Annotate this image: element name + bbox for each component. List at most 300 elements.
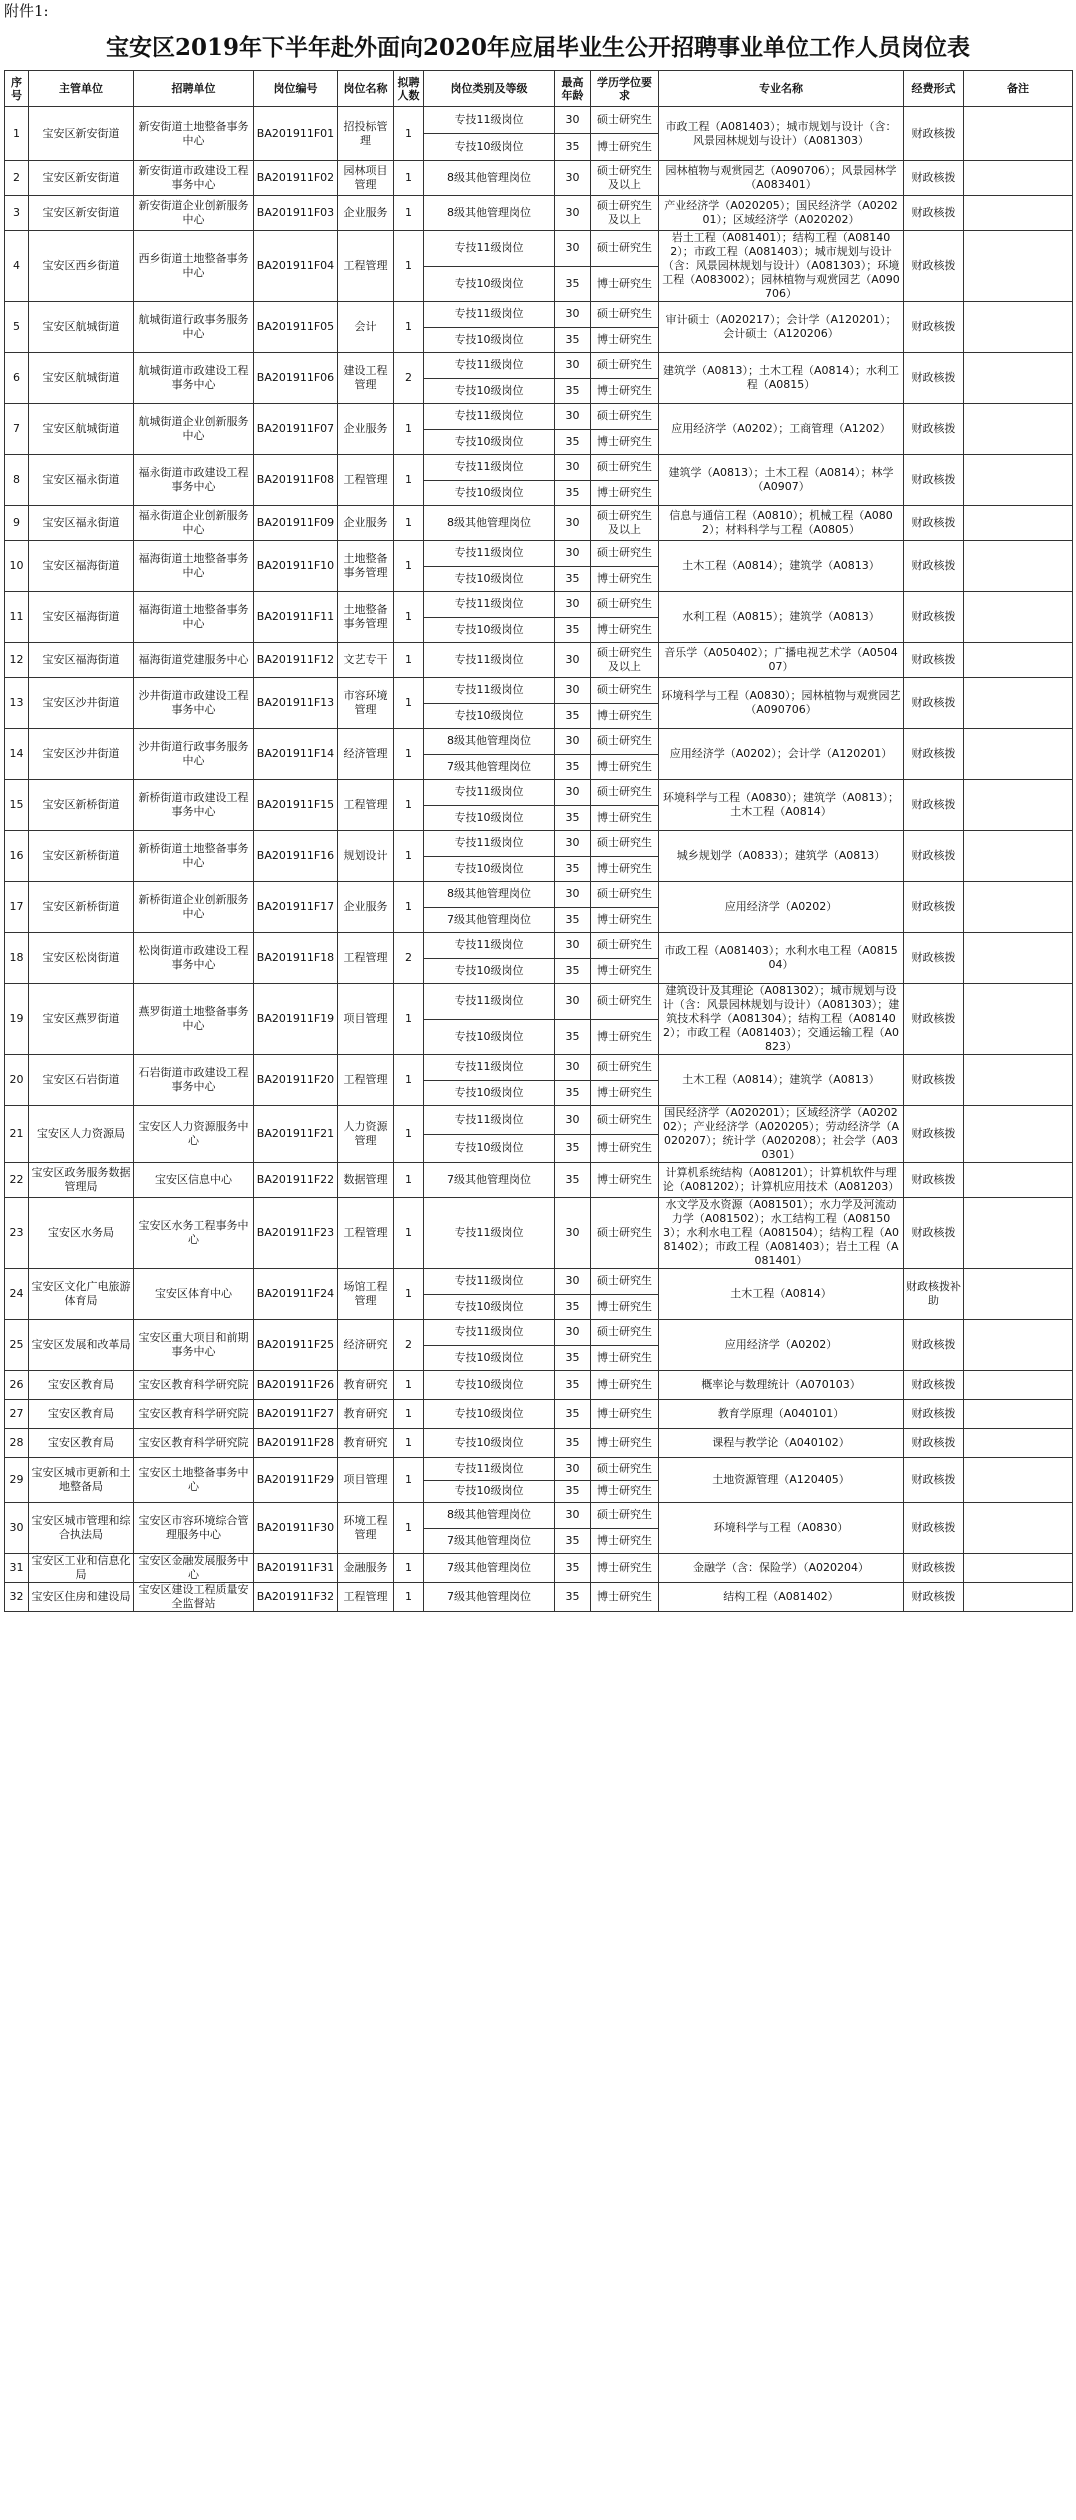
cell-category: 专技10级岗位 — [424, 1019, 555, 1055]
cell-remarks — [964, 107, 1073, 161]
cell-count: 1 — [394, 196, 424, 231]
cell-category: 专技10级岗位 — [424, 1429, 555, 1458]
table-row — [5, 1320, 1073, 1346]
cell-age: 35 — [555, 1134, 591, 1163]
cell-remarks — [964, 1583, 1073, 1612]
cell-funding: 财政核拨 — [904, 1583, 964, 1612]
cell-count: 1 — [394, 643, 424, 678]
cell-code: BA201911F14 — [254, 729, 338, 780]
cell-count: 1 — [394, 302, 424, 353]
cell-no: 26 — [5, 1371, 29, 1400]
cell-code: BA201911F22 — [254, 1163, 338, 1198]
cell-unit: 宝安区土地整备事务中心 — [134, 1458, 254, 1503]
cell-age: 35 — [555, 958, 591, 984]
cell-code: BA201911F05 — [254, 302, 338, 353]
cell-dept: 宝安区石岩街道 — [29, 1055, 134, 1106]
cell-category: 8级其他管理岗位 — [424, 729, 555, 755]
cell-education: 硕士研究生 — [591, 455, 659, 481]
cell-no: 11 — [5, 592, 29, 643]
cell-no: 14 — [5, 729, 29, 780]
cell-category: 专技10级岗位 — [424, 1294, 555, 1320]
cell-major: 音乐学（A050402）；广播电视艺术学（A050407） — [659, 643, 904, 678]
cell-category: 专技11级岗位 — [424, 1458, 555, 1481]
table-row — [5, 1106, 1073, 1135]
cell-education: 硕士研究生 — [591, 1269, 659, 1295]
header-major: 专业名称 — [659, 71, 904, 107]
cell-remarks — [964, 302, 1073, 353]
cell-category: 专技11级岗位 — [424, 107, 555, 134]
cell-code: BA201911F07 — [254, 404, 338, 455]
cell-funding: 财政核拨 — [904, 404, 964, 455]
table-row — [5, 1429, 1073, 1458]
cell-age: 35 — [555, 566, 591, 592]
cell-post: 数据管理 — [338, 1163, 394, 1198]
cell-education: 博士研究生 — [591, 1080, 659, 1106]
cell-funding: 财政核拨 — [904, 831, 964, 882]
cell-category: 8级其他管理岗位 — [424, 1503, 555, 1529]
cell-no: 31 — [5, 1554, 29, 1583]
cell-no: 25 — [5, 1320, 29, 1371]
cell-category: 专技11级岗位 — [424, 831, 555, 857]
table-row — [5, 1554, 1073, 1583]
cell-major: 土木工程（A0814） — [659, 1269, 904, 1320]
cell-funding: 财政核拨 — [904, 231, 964, 302]
cell-category: 7级其他管理岗位 — [424, 1163, 555, 1198]
cell-dept: 宝安区新安街道 — [29, 107, 134, 161]
cell-category: 专技10级岗位 — [424, 266, 555, 302]
cell-remarks — [964, 933, 1073, 984]
cell-category: 专技10级岗位 — [424, 1371, 555, 1400]
cell-remarks — [964, 984, 1073, 1055]
cell-unit: 宝安区市容环境综合管理服务中心 — [134, 1503, 254, 1554]
cell-count: 1 — [394, 592, 424, 643]
cell-major: 应用经济学（A0202）；会计学（A120201） — [659, 729, 904, 780]
cell-funding: 财政核拨 — [904, 506, 964, 541]
table-row — [5, 643, 1073, 678]
cell-major: 城乡规划学（A0833）；建筑学（A0813） — [659, 831, 904, 882]
cell-unit: 宝安区水务工程事务中心 — [134, 1198, 254, 1269]
cell-funding: 财政核拨 — [904, 196, 964, 231]
table-row — [5, 1198, 1073, 1269]
cell-unit: 宝安区重大项目和前期事务中心 — [134, 1320, 254, 1371]
cell-code: BA201911F30 — [254, 1503, 338, 1554]
cell-category: 专技10级岗位 — [424, 617, 555, 643]
cell-category: 专技11级岗位 — [424, 1320, 555, 1346]
cell-no: 28 — [5, 1429, 29, 1458]
cell-dept: 宝安区城市管理和综合执法局 — [29, 1503, 134, 1554]
cell-education: 博士研究生 — [591, 566, 659, 592]
cell-age: 35 — [555, 617, 591, 643]
cell-post: 园林项目管理 — [338, 161, 394, 196]
cell-count: 1 — [394, 455, 424, 506]
cell-major: 应用经济学（A0202） — [659, 1320, 904, 1371]
cell-education: 博士研究生 — [591, 958, 659, 984]
cell-unit: 沙井街道市政建设工程事务中心 — [134, 678, 254, 729]
cell-age: 35 — [555, 1163, 591, 1198]
cell-major: 产业经济学（A020205）；国民经济学（A020201）；区域经济学（A020202） — [659, 196, 904, 231]
cell-age: 30 — [555, 1269, 591, 1295]
cell-unit: 新桥街道企业创新服务中心 — [134, 882, 254, 933]
cell-count: 1 — [394, 1400, 424, 1429]
cell-category: 专技11级岗位 — [424, 231, 555, 267]
cell-age: 30 — [555, 1106, 591, 1135]
cell-unit: 新桥街道市政建设工程事务中心 — [134, 780, 254, 831]
cell-education: 博士研究生 — [591, 754, 659, 780]
cell-dept: 宝安区福海街道 — [29, 643, 134, 678]
cell-education: 硕士研究生 — [591, 302, 659, 328]
cell-education: 博士研究生 — [591, 805, 659, 831]
cell-major: 建筑学（A0813）；土木工程（A0814）；水利工程（A0815） — [659, 353, 904, 404]
cell-education: 博士研究生 — [591, 703, 659, 729]
table-row — [5, 404, 1073, 430]
cell-category: 专技10级岗位 — [424, 1080, 555, 1106]
cell-funding: 财政核拨 — [904, 107, 964, 161]
cell-no: 24 — [5, 1269, 29, 1320]
cell-post: 会计 — [338, 302, 394, 353]
cell-funding: 财政核拨 — [904, 1106, 964, 1163]
cell-age: 30 — [555, 831, 591, 857]
cell-post: 工程管理 — [338, 1583, 394, 1612]
cell-remarks — [964, 196, 1073, 231]
cell-unit: 西乡街道土地整备事务中心 — [134, 231, 254, 302]
cell-unit: 宝安区教育科学研究院 — [134, 1429, 254, 1458]
cell-category: 7级其他管理岗位 — [424, 1528, 555, 1554]
cell-major: 市政工程（A081403）；水利水电工程（A081504） — [659, 933, 904, 984]
cell-dept: 宝安区新安街道 — [29, 161, 134, 196]
cell-no: 1 — [5, 107, 29, 161]
cell-age: 30 — [555, 678, 591, 704]
cell-age: 30 — [555, 1320, 591, 1346]
cell-dept: 宝安区新安街道 — [29, 196, 134, 231]
cell-education: 硕士研究生 — [591, 404, 659, 430]
header-count: 拟聘人数 — [394, 71, 424, 107]
cell-category: 专技10级岗位 — [424, 1134, 555, 1163]
cell-unit: 福海街道土地整备事务中心 — [134, 592, 254, 643]
table-row — [5, 455, 1073, 481]
cell-education: 硕士研究生 — [591, 1198, 659, 1269]
cell-category: 专技11级岗位 — [424, 455, 555, 481]
cell-post: 土地整备事务管理 — [338, 541, 394, 592]
cell-education: 硕士研究生 — [591, 1458, 659, 1481]
cell-education: 硕士研究生 — [591, 678, 659, 704]
cell-no: 23 — [5, 1198, 29, 1269]
cell-major: 土木工程（A0814）；建筑学（A0813） — [659, 1055, 904, 1106]
table-row — [5, 1055, 1073, 1081]
cell-code: BA201911F28 — [254, 1429, 338, 1458]
cell-funding: 财政核拨 — [904, 1055, 964, 1106]
cell-category: 7级其他管理岗位 — [424, 907, 555, 933]
cell-no: 15 — [5, 780, 29, 831]
cell-count: 1 — [394, 231, 424, 302]
cell-dept: 宝安区航城街道 — [29, 302, 134, 353]
cell-age: 30 — [555, 196, 591, 231]
cell-funding: 财政核拨 — [904, 353, 964, 404]
cell-age: 35 — [555, 266, 591, 302]
cell-age: 35 — [555, 907, 591, 933]
cell-age: 35 — [555, 1345, 591, 1371]
cell-code: BA201911F11 — [254, 592, 338, 643]
header-dept: 主管单位 — [29, 71, 134, 107]
table-row — [5, 1163, 1073, 1198]
cell-unit: 福海街道土地整备事务中心 — [134, 541, 254, 592]
cell-category: 专技10级岗位 — [424, 134, 555, 161]
cell-education: 博士研究生 — [591, 1345, 659, 1371]
cell-unit: 宝安区人力资源服务中心 — [134, 1106, 254, 1163]
cell-education: 博士研究生 — [591, 1583, 659, 1612]
cell-dept: 宝安区航城街道 — [29, 404, 134, 455]
cell-remarks — [964, 1163, 1073, 1198]
cell-category: 专技11级岗位 — [424, 404, 555, 430]
cell-unit: 航城街道行政事务服务中心 — [134, 302, 254, 353]
cell-age: 30 — [555, 107, 591, 134]
header-row — [5, 71, 1073, 107]
header-code: 岗位编号 — [254, 71, 338, 107]
cell-age: 35 — [555, 1371, 591, 1400]
cell-education: 博士研究生 — [591, 1480, 659, 1503]
cell-code: BA201911F24 — [254, 1269, 338, 1320]
cell-dept: 宝安区西乡街道 — [29, 231, 134, 302]
cell-category: 专技11级岗位 — [424, 353, 555, 379]
cell-funding: 财政核拨 — [904, 678, 964, 729]
cell-code: BA201911F12 — [254, 643, 338, 678]
cell-category: 专技11级岗位 — [424, 1198, 555, 1269]
cell-code: BA201911F29 — [254, 1458, 338, 1503]
cell-remarks — [964, 1320, 1073, 1371]
cell-count: 1 — [394, 1554, 424, 1583]
cell-category: 专技11级岗位 — [424, 933, 555, 959]
cell-dept: 宝安区水务局 — [29, 1198, 134, 1269]
cell-category: 专技11级岗位 — [424, 592, 555, 618]
cell-major: 环境科学与工程（A0830）；园林植物与观赏园艺（A090706） — [659, 678, 904, 729]
cell-major: 市政工程（A081403）；城市规划与设计（含：风景园林规划与设计）（A081303） — [659, 107, 904, 161]
cell-education: 博士研究生 — [591, 1400, 659, 1429]
cell-age: 35 — [555, 134, 591, 161]
cell-unit: 新安街道土地整备事务中心 — [134, 107, 254, 161]
cell-age: 30 — [555, 506, 591, 541]
cell-code: BA201911F01 — [254, 107, 338, 161]
cell-funding: 财政核拨 — [904, 541, 964, 592]
cell-unit: 航城街道市政建设工程事务中心 — [134, 353, 254, 404]
cell-dept: 宝安区教育局 — [29, 1371, 134, 1400]
cell-no: 29 — [5, 1458, 29, 1503]
cell-age: 30 — [555, 984, 591, 1020]
table-row — [5, 506, 1073, 541]
table-row — [5, 780, 1073, 806]
cell-age: 30 — [555, 1458, 591, 1481]
cell-code: BA201911F15 — [254, 780, 338, 831]
cell-funding: 财政核拨 — [904, 592, 964, 643]
cell-major: 教育学原理（A040101） — [659, 1400, 904, 1429]
cell-education: 硕士研究生及以上 — [591, 506, 659, 541]
cell-education: 硕士研究生 — [591, 1503, 659, 1529]
cell-code: BA201911F26 — [254, 1371, 338, 1400]
cell-dept: 宝安区工业和信息化局 — [29, 1554, 134, 1583]
cell-dept: 宝安区福海街道 — [29, 592, 134, 643]
cell-count: 1 — [394, 541, 424, 592]
cell-no: 17 — [5, 882, 29, 933]
cell-education: 博士研究生 — [591, 480, 659, 506]
cell-no: 16 — [5, 831, 29, 882]
cell-category: 专技10级岗位 — [424, 1345, 555, 1371]
cell-category: 专技11级岗位 — [424, 1055, 555, 1081]
cell-remarks — [964, 231, 1073, 302]
cell-no: 2 — [5, 161, 29, 196]
cell-category: 专技10级岗位 — [424, 1400, 555, 1429]
cell-post: 招投标管理 — [338, 107, 394, 161]
cell-category: 8级其他管理岗位 — [424, 196, 555, 231]
cell-education: 硕士研究生 — [591, 882, 659, 908]
cell-education: 博士研究生 — [591, 1554, 659, 1583]
cell-unit: 宝安区金融发展服务中心 — [134, 1554, 254, 1583]
cell-unit: 福海街道党建服务中心 — [134, 643, 254, 678]
cell-major: 土地资源管理（A120405） — [659, 1458, 904, 1503]
cell-remarks — [964, 643, 1073, 678]
cell-age: 30 — [555, 1055, 591, 1081]
table-row — [5, 1503, 1073, 1529]
table-row — [5, 1458, 1073, 1481]
cell-count: 1 — [394, 1106, 424, 1163]
cell-funding: 财政核拨 — [904, 643, 964, 678]
cell-post: 工程管理 — [338, 780, 394, 831]
cell-code: BA201911F20 — [254, 1055, 338, 1106]
table-row — [5, 353, 1073, 379]
cell-education: 博士研究生 — [591, 856, 659, 882]
cell-no: 13 — [5, 678, 29, 729]
cell-count: 2 — [394, 353, 424, 404]
table-row — [5, 1583, 1073, 1612]
cell-category: 专技11级岗位 — [424, 541, 555, 567]
cell-age: 30 — [555, 933, 591, 959]
cell-age: 35 — [555, 1080, 591, 1106]
cell-post: 人力资源管理 — [338, 1106, 394, 1163]
cell-post: 项目管理 — [338, 1458, 394, 1503]
cell-remarks — [964, 353, 1073, 404]
cell-count: 2 — [394, 1320, 424, 1371]
cell-education: 博士研究生 — [591, 907, 659, 933]
cell-code: BA201911F02 — [254, 161, 338, 196]
cell-funding: 财政核拨 — [904, 1320, 964, 1371]
cell-education: 硕士研究生 — [591, 541, 659, 567]
cell-remarks — [964, 1269, 1073, 1320]
cell-funding: 财政核拨 — [904, 933, 964, 984]
cell-dept: 宝安区福海街道 — [29, 541, 134, 592]
cell-education: 博士研究生 — [591, 1528, 659, 1554]
cell-count: 2 — [394, 933, 424, 984]
cell-count: 1 — [394, 1269, 424, 1320]
cell-unit: 沙井街道行政事务服务中心 — [134, 729, 254, 780]
cell-remarks — [964, 541, 1073, 592]
cell-major: 岩土工程（A081401）；结构工程（A081402）；市政工程（A081403）；城市规划与设计（含：风景园林规划与设计）（A081303）；环境工程（A083002）；园林植物与观赏园艺（A090706） — [659, 231, 904, 302]
cell-remarks — [964, 1429, 1073, 1458]
cell-count: 1 — [394, 1163, 424, 1198]
cell-post: 经济研究 — [338, 1320, 394, 1371]
cell-major: 园林植物与观赏园艺（A090706）；风景园林学（A083401） — [659, 161, 904, 196]
table-row — [5, 1371, 1073, 1400]
cell-count: 1 — [394, 506, 424, 541]
cell-no: 7 — [5, 404, 29, 455]
cell-no: 12 — [5, 643, 29, 678]
cell-education: 硕士研究生 — [591, 1106, 659, 1135]
cell-funding: 财政核拨 — [904, 729, 964, 780]
cell-count: 1 — [394, 1503, 424, 1554]
cell-code: BA201911F27 — [254, 1400, 338, 1429]
cell-age: 35 — [555, 754, 591, 780]
cell-funding: 财政核拨 — [904, 161, 964, 196]
cell-post: 工程管理 — [338, 1198, 394, 1269]
cell-no: 5 — [5, 302, 29, 353]
cell-remarks — [964, 1106, 1073, 1163]
cell-code: BA201911F21 — [254, 1106, 338, 1163]
cell-education: 博士研究生 — [591, 1371, 659, 1400]
cell-dept: 宝安区发展和改革局 — [29, 1320, 134, 1371]
cell-post: 经济管理 — [338, 729, 394, 780]
cell-remarks — [964, 1198, 1073, 1269]
cell-remarks — [964, 1503, 1073, 1554]
cell-age: 35 — [555, 480, 591, 506]
cell-major: 审计硕士（A020217）；会计学（A120201）；会计硕士（A120206） — [659, 302, 904, 353]
cell-post: 企业服务 — [338, 506, 394, 541]
cell-post: 项目管理 — [338, 984, 394, 1055]
table-row — [5, 302, 1073, 328]
cell-education: 硕士研究生 — [591, 984, 659, 1020]
cell-code: BA201911F32 — [254, 1583, 338, 1612]
cell-dept: 宝安区福永街道 — [29, 506, 134, 541]
cell-remarks — [964, 780, 1073, 831]
cell-no: 6 — [5, 353, 29, 404]
cell-no: 20 — [5, 1055, 29, 1106]
cell-unit: 新安街道企业创新服务中心 — [134, 196, 254, 231]
cell-education: 硕士研究生 — [591, 353, 659, 379]
page-title: 宝安区2019年下半年赴外面向2020年应届毕业生公开招聘事业单位工作人员岗位表 — [105, 34, 971, 61]
cell-category: 专技10级岗位 — [424, 805, 555, 831]
cell-dept: 宝安区燕罗街道 — [29, 984, 134, 1055]
table-row — [5, 1269, 1073, 1295]
cell-dept: 宝安区教育局 — [29, 1429, 134, 1458]
cell-age: 35 — [555, 1554, 591, 1583]
table-row — [5, 592, 1073, 618]
cell-major: 环境科学与工程（A0830） — [659, 1503, 904, 1554]
cell-funding: 财政核拨 — [904, 455, 964, 506]
cell-age: 30 — [555, 161, 591, 196]
cell-remarks — [964, 1371, 1073, 1400]
cell-age: 35 — [555, 1019, 591, 1055]
table-row — [5, 541, 1073, 567]
header-post: 岗位名称 — [338, 71, 394, 107]
cell-category: 7级其他管理岗位 — [424, 754, 555, 780]
cell-funding: 财政核拨 — [904, 1429, 964, 1458]
cell-count: 1 — [394, 1055, 424, 1106]
cell-dept: 宝安区教育局 — [29, 1400, 134, 1429]
cell-no: 9 — [5, 506, 29, 541]
cell-remarks — [964, 1458, 1073, 1503]
cell-post: 文艺专干 — [338, 643, 394, 678]
cell-age: 30 — [555, 780, 591, 806]
cell-age: 35 — [555, 703, 591, 729]
cell-education: 硕士研究生 — [591, 1055, 659, 1081]
cell-education: 博士研究生 — [591, 429, 659, 455]
cell-age: 35 — [555, 1400, 591, 1429]
cell-age: 30 — [555, 729, 591, 755]
cell-age: 30 — [555, 455, 591, 481]
cell-unit: 宝安区建设工程质量安全监督站 — [134, 1583, 254, 1612]
table-row — [5, 882, 1073, 908]
cell-unit: 福永街道市政建设工程事务中心 — [134, 455, 254, 506]
cell-unit: 燕罗街道土地整备事务中心 — [134, 984, 254, 1055]
cell-category: 专技10级岗位 — [424, 378, 555, 404]
cell-dept: 宝安区新桥街道 — [29, 831, 134, 882]
cell-education: 硕士研究生 — [591, 831, 659, 857]
table-row — [5, 678, 1073, 704]
